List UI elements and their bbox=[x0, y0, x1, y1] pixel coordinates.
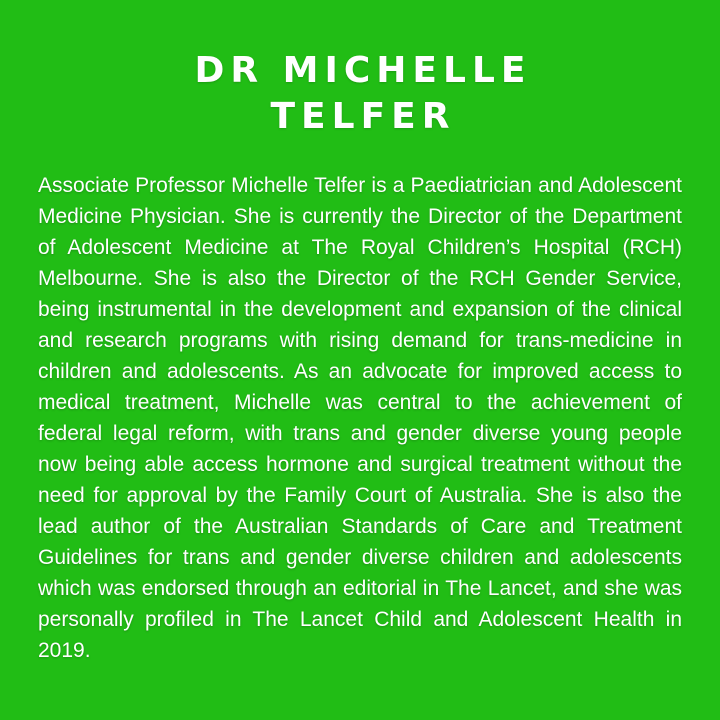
title-line-2: TELFER bbox=[270, 96, 456, 137]
bio-paragraph: Associate Professor Michelle Telfer is a Paediatrician and Adolescent Medicine Physician. She is currently the Director of the Department of Adolescent Medicine at The Royal Children’s Hospital (RCH) Melbourne. She is also the Director of the RCH Gender Service, being instrumental in the development and expansion of the clinical and research programs with rising demand for trans-medicine in children and adolescents. As an advocate for improved access to medical treatment, Michelle was central to the achievement of federal legal reform, with trans and gender diverse young people now being able access hormone and surgical treatment without the need for approval by the Family Court of Australia. She is also the lead author of the Australian Standards of Care and Treatment Guidelines for trans and gender diverse children and adolescents which was endorsed through an editorial in The Lancet, and she was personally profiled in The Lancet Child and Adolescent Health in 2019. bbox=[38, 174, 682, 662]
page-title bbox=[0, 48, 720, 140]
title-line-1: DR MICHELLE bbox=[194, 50, 532, 91]
